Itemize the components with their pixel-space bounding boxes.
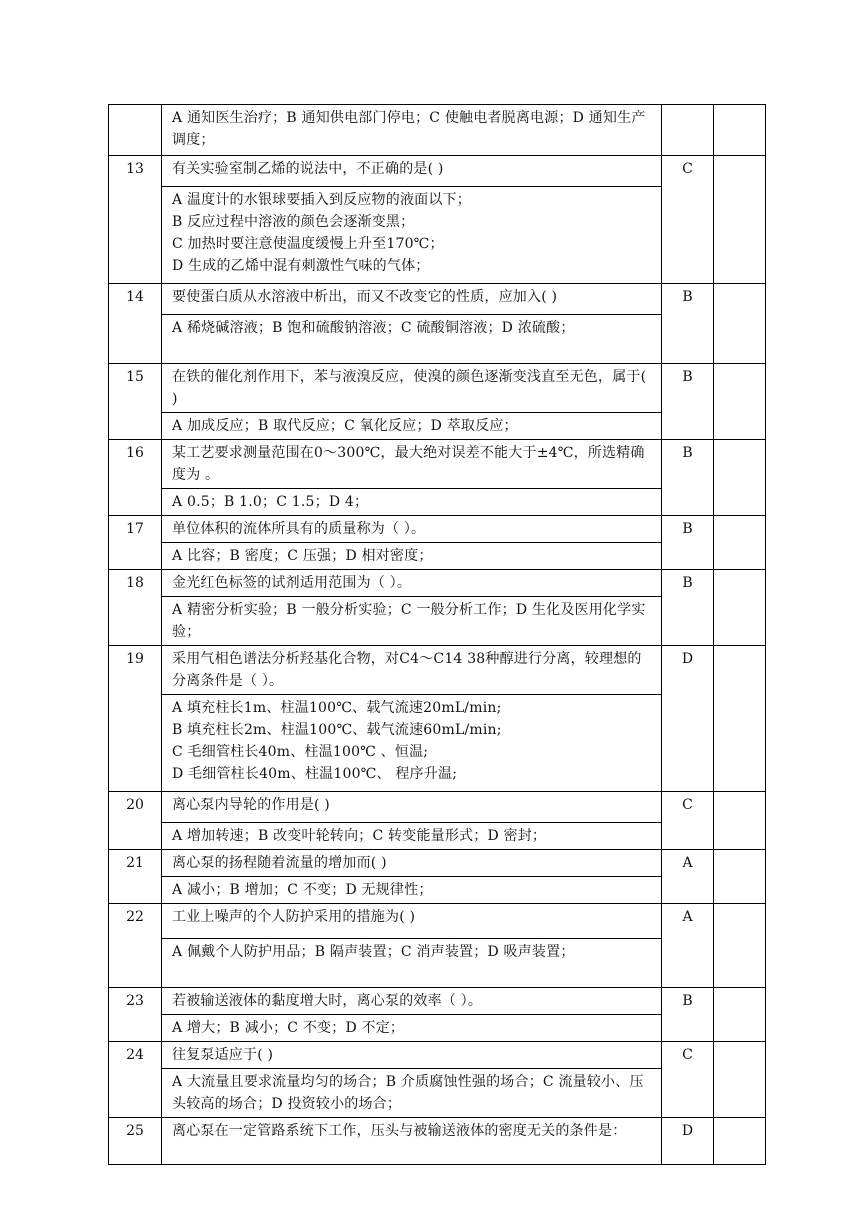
answer-cell: B bbox=[662, 516, 714, 570]
question-text: 某工艺要求测量范围在0～300℃，最大绝对误差不能大于±4℃，所选精确度为 。 bbox=[162, 440, 662, 489]
option-line: B 填充柱长2m、柱温100℃、载气流速60mL/min; bbox=[172, 722, 502, 738]
option-line: A 大流量且要求流量均匀的场合；B 介质腐蚀性强的场合；C 流量较小、压头较高的场合；D 投资较小的场合； bbox=[172, 1074, 644, 1112]
blank-cell bbox=[714, 516, 766, 570]
question-text: 往复泵适应于( ) bbox=[162, 1042, 662, 1069]
answer-cell: C bbox=[662, 156, 714, 284]
option-line: A 佩戴个人防护用品；B 隔声装置；C 消声装置；D 吸声装置； bbox=[172, 944, 575, 960]
option-line: A 加成反应；B 取代反应；C 氧化反应；D 萃取反应； bbox=[172, 418, 518, 434]
options-cell bbox=[162, 877, 662, 904]
question-text: 离心泵内导轮的作用是( ) bbox=[162, 792, 662, 823]
blank-cell bbox=[714, 364, 766, 440]
question-text: 在铁的催化剂作用下，苯与液溴反应，使溴的颜色逐渐变浅直至无色，属于( ) bbox=[162, 364, 662, 413]
answer-cell: B bbox=[662, 440, 714, 516]
options-cell bbox=[162, 413, 662, 440]
blank-cell bbox=[714, 440, 766, 516]
option-line: A 减小；B 增加；C 不变；D 无规律性； bbox=[172, 882, 433, 898]
question-row bbox=[109, 156, 766, 187]
question-text: 有关实验室制乙烯的说法中，不正确的是( ) bbox=[162, 156, 662, 187]
options-cell bbox=[162, 489, 662, 516]
option-line: A 填充柱长1m、柱温100℃、载气流速20mL/min; bbox=[172, 700, 502, 716]
question-text: 单位体积的流体所具有的质量称为（ ）。 bbox=[162, 516, 662, 543]
answer-cell bbox=[662, 105, 714, 156]
option-line: B 反应过程中溶液的颜色会逐渐变黑； bbox=[172, 214, 415, 230]
question-number: 22 bbox=[109, 904, 162, 988]
question-number: 15 bbox=[109, 364, 162, 440]
option-line: D 生成的乙烯中混有刺激性气味的气体； bbox=[172, 258, 430, 274]
blank-cell bbox=[714, 284, 766, 364]
question-row bbox=[109, 1042, 766, 1069]
blank-cell bbox=[714, 904, 766, 988]
question-number: 20 bbox=[109, 792, 162, 850]
options-cell bbox=[162, 823, 662, 850]
blank-cell bbox=[714, 792, 766, 850]
question-table-body bbox=[109, 105, 766, 1165]
question-text: 若被输送液体的黏度增大时，离心泵的效率（ ）。 bbox=[162, 988, 662, 1015]
option-line: C 毛细管柱长40m、柱温100℃ 、恒温; bbox=[172, 744, 429, 760]
option-line: A 通知医生治疗；B 通知供电部门停电；C 使触电者脱离电源；D 通知生产调度； bbox=[172, 110, 646, 148]
option-line: A 增大；B 减小；C 不变；D 不定； bbox=[172, 1020, 405, 1036]
answer-cell: A bbox=[662, 904, 714, 988]
blank-cell bbox=[714, 988, 766, 1042]
question-number: 19 bbox=[109, 646, 162, 792]
option-line: A 0.5；B 1.0；C 1.5；D 4； bbox=[172, 494, 369, 510]
options-row bbox=[109, 105, 766, 156]
question-row bbox=[109, 988, 766, 1015]
question-text: 采用气相色谱法分析羟基化合物，对C4～C14 38种醇进行分离，较理想的分离条件是（ ）。 bbox=[162, 646, 662, 695]
question-text: 金光红色标签的试剂适用范围为（ ）。 bbox=[162, 570, 662, 597]
blank-cell bbox=[714, 850, 766, 904]
question-row bbox=[109, 904, 766, 939]
question-text: 离心泵在一定管路系统下工作，压头与被输送液体的密度无关的条件是： bbox=[162, 1118, 662, 1165]
question-number: 18 bbox=[109, 570, 162, 646]
answer-cell: B bbox=[662, 570, 714, 646]
blank-cell bbox=[714, 156, 766, 284]
option-line: C 加热时要注意使温度缓慢上升至170℃； bbox=[172, 236, 444, 252]
blank-cell bbox=[714, 1118, 766, 1165]
answer-cell: C bbox=[662, 792, 714, 850]
options-cell bbox=[162, 315, 662, 364]
question-number bbox=[109, 105, 162, 156]
options-cell bbox=[162, 1069, 662, 1118]
question-number: 21 bbox=[109, 850, 162, 904]
options-cell bbox=[162, 543, 662, 570]
answer-cell: B bbox=[662, 364, 714, 440]
options-cell bbox=[162, 1015, 662, 1042]
option-line: A 稀烧碱溶液；B 饱和硫酸钠溶液；C 硫酸铜溶液；D 浓硫酸； bbox=[172, 320, 575, 336]
answer-cell: B bbox=[662, 284, 714, 364]
question-row bbox=[109, 284, 766, 315]
question-number: 14 bbox=[109, 284, 162, 364]
question-text: 离心泵的扬程随着流量的增加而( ) bbox=[162, 850, 662, 877]
question-number: 24 bbox=[109, 1042, 162, 1118]
option-line: A 温度计的水银球要插入到反应物的液面以下； bbox=[172, 192, 471, 208]
option-line: A 比容；B 密度；C 压强；D 相对密度； bbox=[172, 548, 433, 564]
blank-cell bbox=[714, 1042, 766, 1118]
question-text: 工业上噪声的个人防护采用的措施为( ) bbox=[162, 904, 662, 939]
question-number: 17 bbox=[109, 516, 162, 570]
answer-cell: A bbox=[662, 850, 714, 904]
question-row bbox=[109, 792, 766, 823]
question-row bbox=[109, 364, 766, 413]
blank-cell bbox=[714, 646, 766, 792]
answer-cell: B bbox=[662, 988, 714, 1042]
question-row bbox=[109, 850, 766, 877]
question-number: 25 bbox=[109, 1118, 162, 1165]
question-row bbox=[109, 1118, 766, 1165]
options-cell bbox=[162, 597, 662, 646]
answer-cell: D bbox=[662, 1118, 714, 1165]
options-cell bbox=[162, 695, 662, 792]
question-row bbox=[109, 516, 766, 543]
option-line: A 增加转速；B 改变叶轮转向；C 转变能量形式；D 密封； bbox=[172, 828, 547, 844]
blank-cell bbox=[714, 570, 766, 646]
question-number: 23 bbox=[109, 988, 162, 1042]
option-line: A 精密分析实验；B 一般分析实验；C 一般分析工作；D 生化及医用化学实验； bbox=[172, 602, 646, 640]
options-cell bbox=[162, 939, 662, 988]
question-row bbox=[109, 570, 766, 597]
question-text: 要使蛋白质从水溶液中析出，而又不改变它的性质，应加入( ) bbox=[162, 284, 662, 315]
question-row bbox=[109, 646, 766, 695]
options-cell bbox=[162, 105, 662, 156]
answer-cell: D bbox=[662, 646, 714, 792]
answer-cell: C bbox=[662, 1042, 714, 1118]
question-number: 16 bbox=[109, 440, 162, 516]
question-row bbox=[109, 440, 766, 489]
options-cell bbox=[162, 187, 662, 284]
blank-cell bbox=[714, 105, 766, 156]
question-table bbox=[108, 104, 766, 1165]
question-number: 13 bbox=[109, 156, 162, 284]
option-line: D 毛细管柱长40m、柱温100℃、 程序升温; bbox=[172, 766, 458, 782]
